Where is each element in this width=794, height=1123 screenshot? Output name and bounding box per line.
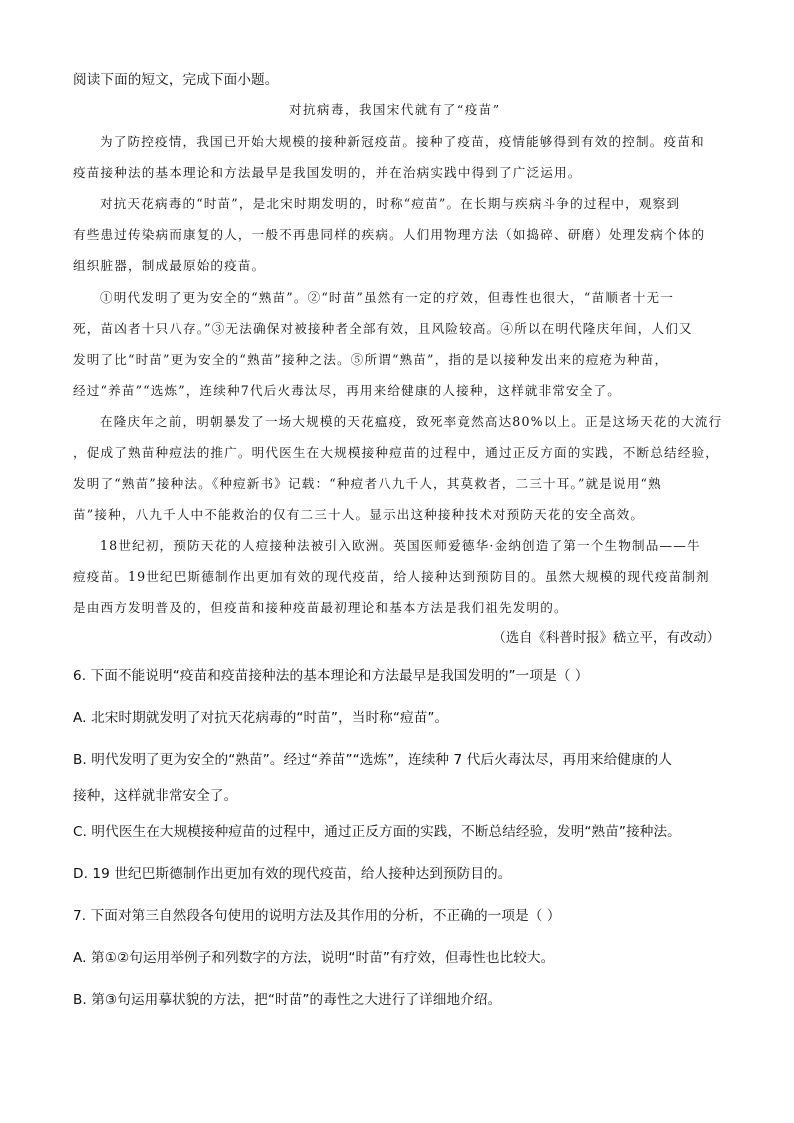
paragraph-3-line-3: 发明了比“时苗”更为安全的“熟苗”接种之法。⑤所谓“熟苗”，指的是以接种发出来的痘疮为种苗， xyxy=(73,352,669,367)
question-6-option-b-line-2: 接种，这样就非常安全了。 xyxy=(73,788,238,804)
paragraph-1-line-2: 疫苗接种法的基本理论和方法最早是我国发明的，并在治病实践中得到了广泛运用。 xyxy=(73,165,582,180)
paragraph-2-line-1: 对抗天花病毒的“时苗”，是北宋时期发明的，时称“痘苗”。在长期与疾病斗争的过程中，观察到 xyxy=(100,196,681,211)
article-title: 对抗病毒，我国宋代就有了“疫苗” xyxy=(289,102,501,117)
paragraph-2-line-3: 组织脏器，制成最原始的疫苗。 xyxy=(73,258,266,273)
question-6-option-a: A. 北宋时期就发明了对抗天花病毒的“时苗”，当时称“痘苗”。 xyxy=(73,710,449,726)
question-6-stem: 6. 下面不能说明“疫苗和疫苗接种法的基本理论和方法最早是我国发明的”一项是（ ） xyxy=(73,668,589,684)
article-source: （选自《科普时报》嵇立平，有改动） xyxy=(492,631,720,646)
paragraph-5-line-3: 是由西方发明普及的，但疫苗和接种疫苗最初理论和基本方法是我们祖先发明的。 xyxy=(73,600,568,615)
question-7-stem: 7. 下面对第三自然段各句使用的说明方法及其作用的分析，不正确的一项是（ ） xyxy=(73,908,561,924)
paragraph-3-line-2: 死，苗凶者十只八存。”③无法确保对被接种者全部有效，且风险较高。④所以在明代隆庆年间，人们又 xyxy=(73,321,693,336)
paragraph-4-line-1: 在隆庆年之前，明朝暴发了一场大规模的天花瘟疫，致死率竟然高达80%以上。正是这场天花的大流行 xyxy=(100,414,723,429)
question-7-option-a: A. 第①②句运用举例子和列数字的方法，说明“时苗”有疗效，但毒性也比较大。 xyxy=(73,950,555,966)
question-7-option-b: B. 第③句运用摹状貌的方法，把“时苗”的毒性之大进行了详细地介绍。 xyxy=(73,992,502,1008)
paragraph-4-line-4: 苗”接种，八九千人中不能救治的仅有二三十人。显示出这种接种技术对预防天花的安全高效。 xyxy=(73,507,645,522)
paragraph-3-line-4: 经过“养苗”“选炼”，连续种7代后火毒汰尽，再用来给健康的人接种，这样就非常安全了。 xyxy=(73,383,622,398)
paragraph-4-line-2: ，促成了熟苗种痘法的推广。明代医生在大规模接种痘苗的过程中，通过正反方面的实践，不断总结经验， xyxy=(73,445,719,460)
paragraph-5-line-2: 痘疫苗。19世纪巴斯德制作出更加有效的现代疫苗，给人接种达到预防目的。虽然大规模的现代疫苗制剂 xyxy=(73,569,710,584)
question-6-option-d: D. 19 世纪巴斯德制作出更加有效的现代疫苗，给人接种达到预防目的。 xyxy=(73,866,512,882)
reading-instruction: 阅读下面的短文，完成下面小题。 xyxy=(73,72,279,88)
question-6-option-c: C. 明代医生在大规模接种痘苗的过程中，通过正反方面的实践，不断总结经验，发明“熟苗”接种法。 xyxy=(73,824,681,840)
question-6-option-b-line-1: B. 明代发明了更为安全的“熟苗”。经过“养苗”“选炼”，连续种 7 代后火毒汰尽，再用来给健康的人 xyxy=(73,752,673,768)
paragraph-5-line-1: 18世纪初，预防天花的人痘接种法被引入欧洲。英国医师爱德华·金纳创造了第一个生物制品——牛 xyxy=(100,538,701,553)
paragraph-4-line-3: 发明了“熟苗”接种法。《种痘新书》记载：“种痘者八九千人，其莫救者，二三十耳。”就是说用“熟 xyxy=(73,476,662,491)
paragraph-1-line-1: 为了防控疫情，我国已开始大规模的接种新冠疫苗。接种了疫苗，疫情能够得到有效的控制。疫苗和 xyxy=(100,134,705,149)
paragraph-2-line-2: 有些患过传染病而康复的人，一般不再患同样的疾病。人们用物理方法（如捣碎、研磨）处理发病个体的 xyxy=(73,227,706,242)
paragraph-3-line-1: ①明代发明了更为安全的“熟苗”。②“时苗”虽然有一定的疗效，但毒性也很大，“苗顺者十无一 xyxy=(100,290,674,305)
